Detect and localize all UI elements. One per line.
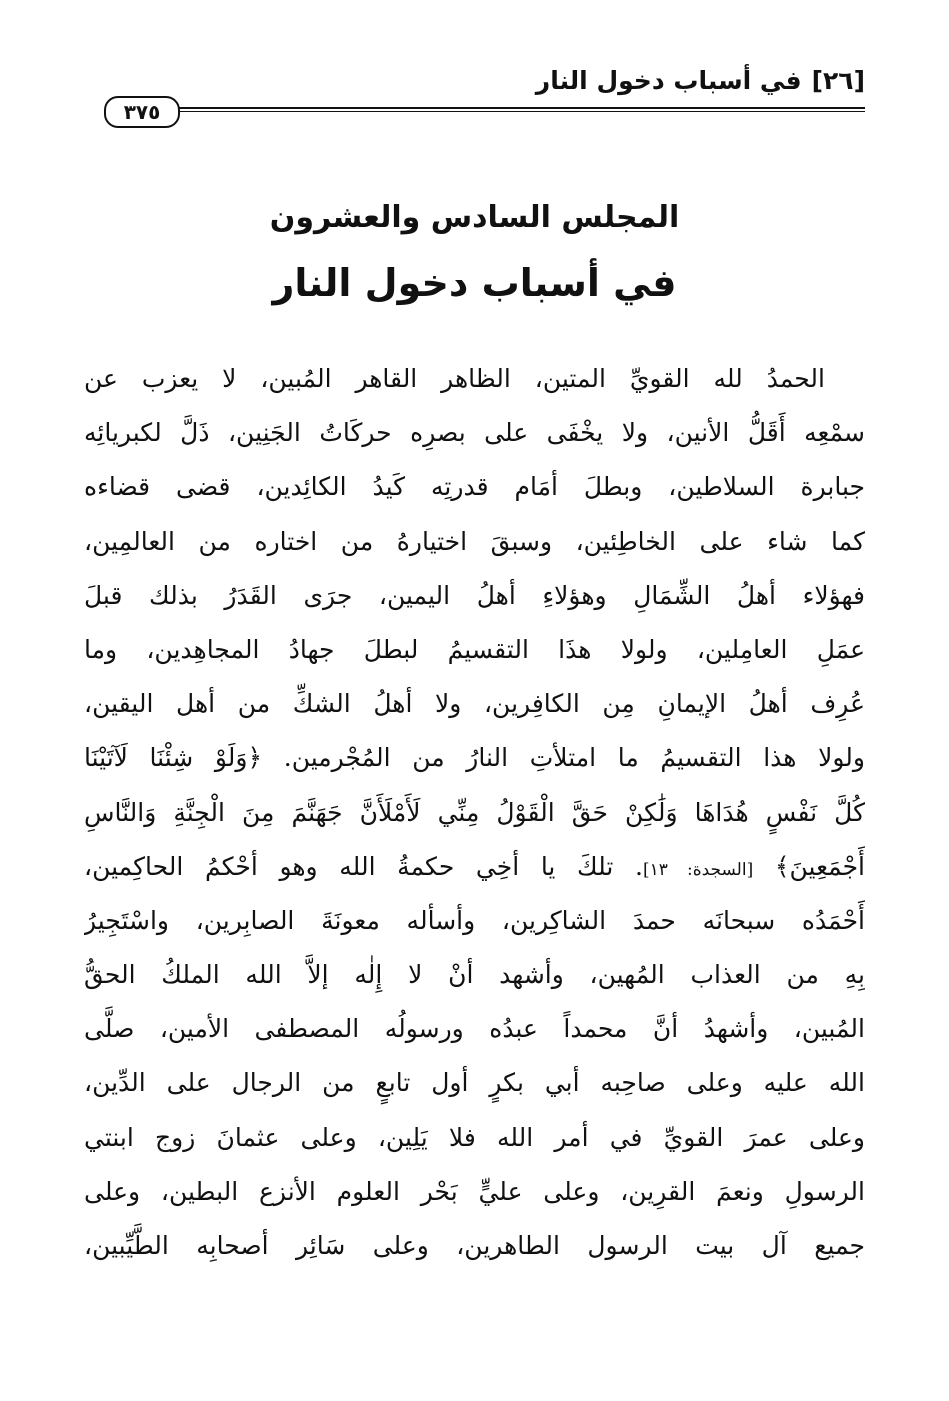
chapter-title: في أسباب دخول النار [535, 66, 802, 95]
header-rule-thin [168, 111, 865, 112]
text-line: الله عليه وعلى صاحِبه أبي بكرٍ أول تابعٍ من الرجال على الدِّين، [84, 1068, 865, 1098]
text-line: أَحْمَدُه سبحانَه حمدَ الشاكِرين، وأسأله معونَةَ الصابِرين، واسْتَجِيرُ [84, 905, 865, 935]
verse-line-end: . تلكَ يا أخِي حكمةُ الله وهو أحْكمُ الحاكِمين، [84, 851, 643, 881]
verse-end: أَجْمَعِينَ﴾ [774, 851, 865, 881]
text-line: المُبين، وأشهدُ أنَّ محمداً عبدُه ورسولُه المصطفى الأمين، صلَّى [84, 1014, 865, 1044]
text-line: جميع آل بيت الرسول الطاهرين، وعلى سَائِر أصحابِه الطَّيِّبين، [84, 1231, 865, 1260]
body-text [84, 352, 865, 1273]
text-line: جبابرة السلاطين، وبطلَ أمَام قدرتِه كَيدُ الكائِدين، قضى قضاءه [84, 472, 865, 502]
text-line: الحمدُ لله القويِّ المتين، الظاهر القاهر المُبين، لا يعزب عن [84, 364, 825, 393]
text-line: فهؤلاء أهلُ الشِّمَالِ وهؤلاءِ أهلُ اليمين، جرَى القَدَرُ بذلك قبلَ [84, 580, 865, 610]
text-line: وعلى عمرَ القويِّ في أمر الله فلا يَلِين، وعلى عثمانَ زوج ابنتي [84, 1122, 865, 1152]
text-line: سمْعِه أَقَلُّ الأنين، ولا يخْفَى على بصرِه حركَاتُ الجَنِين، ذَلَّ لكبريائِه [84, 418, 865, 448]
text-line: عمَلِ العامِلين، ولولا هذَا التقسيمُ لبطلَ جهادُ المجاهِدين، وما [84, 634, 865, 664]
header-rule [168, 107, 865, 109]
text-line: الرسولِ ونعمَ القرِين، وعلى عليٍّ بَحْر العلوم الأنزع البطين، وعلى [84, 1176, 865, 1206]
page-number: ٣٧٥ [104, 96, 180, 128]
text-line: كما شاء على الخاطِئين، وسبقَ اختيارهُ من اختاره من العالمِين، [84, 526, 865, 556]
running-header [536, 66, 865, 96]
majlis-title: المجلس السادس والعشرون [269, 200, 680, 235]
text-line: بِهِ من العذاب المُهين، وأشهد أنْ لا إِلٰه إلاَّ الله الملكُ الحقُّ [84, 960, 865, 990]
verse-reference: [السجدة: ١٣] [642, 859, 754, 880]
text-line: ولولا هذا التقسيمُ ما امتلأتِ النارُ من المُجْرمين. ﴿وَلَوْ شِئْنَا لَآتَيْنَا [84, 743, 865, 773]
text-line: عُرِف أهلُ الإيمانِ مِن الكافِرين، ولا أهلُ الشكِّ من أهل اليقين، [84, 689, 865, 719]
verse-end-line [84, 840, 865, 894]
chapter-number: [٢٦] [811, 66, 865, 95]
text-line: كُلَّ نَفْسٍ هُدَاهَا وَلَٰكِنْ حَقَّ الْقَوْلُ مِنِّي لَأَمْلَأَنَّ جَهَنَّمَ مِنَ الْجِنَّةِ وَالنَّاسِ [84, 797, 865, 827]
main-title: في أسباب دخول النار [272, 261, 677, 305]
